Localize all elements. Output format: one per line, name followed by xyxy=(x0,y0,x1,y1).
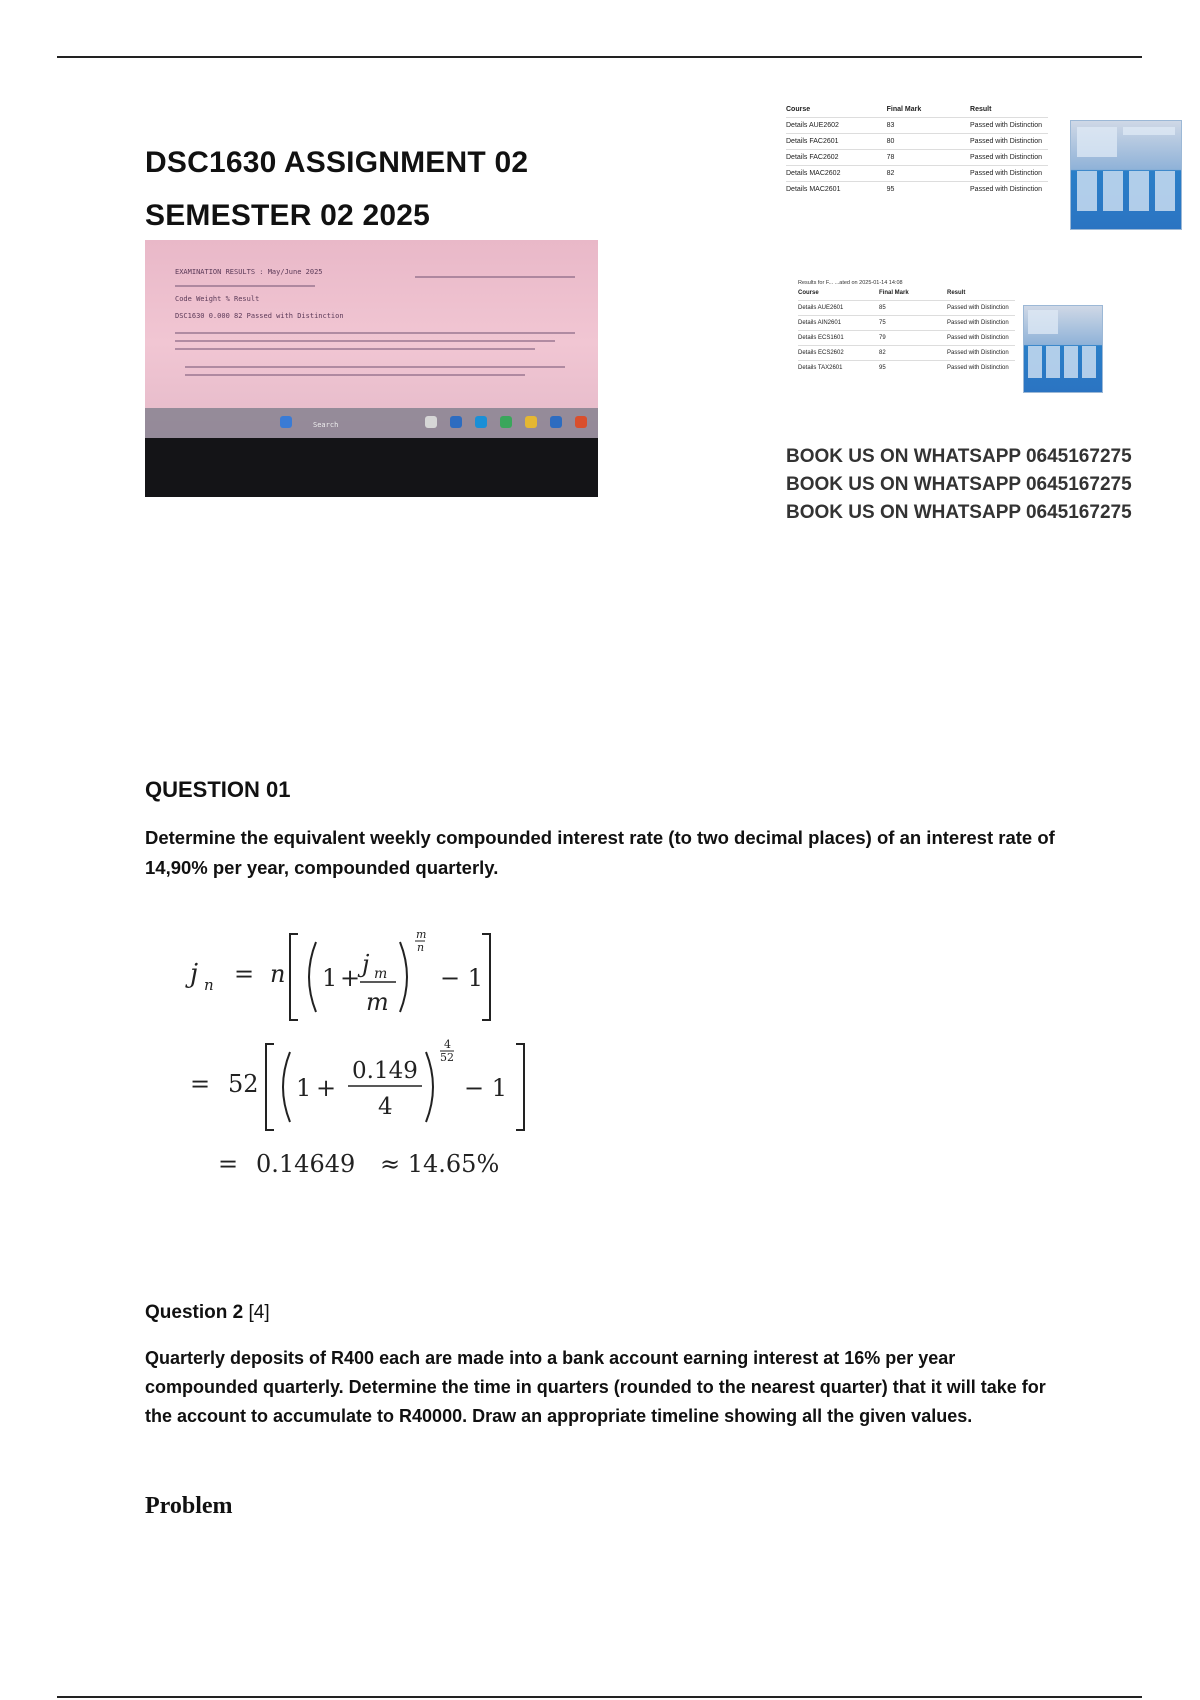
question-1-text: Determine the equivalent weekly compounded interest rate (to two decimal places) of an interest rate of 14,90% per year, compounded quarterly. xyxy=(145,827,1055,878)
formula-m: m xyxy=(366,988,389,1016)
problem-label: Problem xyxy=(145,1493,233,1519)
formula-exponent-numerator: m xyxy=(416,928,427,941)
question-1-heading: QUESTION 01 xyxy=(145,777,291,802)
mark-cell: 85 xyxy=(879,301,947,316)
table-row xyxy=(798,316,1015,331)
windows-icon xyxy=(280,416,292,428)
formula-equals-3: = xyxy=(218,1150,239,1178)
formula-n: n xyxy=(270,960,286,988)
result-cell: Passed with Distinction xyxy=(947,301,1015,316)
mark-cell: 82 xyxy=(879,346,947,361)
formula-jm: j xyxy=(362,950,370,978)
formula-paren-right-2 xyxy=(426,1052,433,1122)
course-cell[interactable]: Details ECS1601 xyxy=(798,331,879,346)
formula-lhs-sub: n xyxy=(204,976,214,994)
results-caption: Results for F... ...ated on 2025-01-14 14:08 xyxy=(798,280,903,286)
result-cell: Passed with Distinction xyxy=(947,331,1015,346)
question-2-text: Quarterly deposits of R400 each are made into a bank account earning interest at 16% per year compounded quarterly. Determine the time in quarters (rounded to the nearest quarter) that it will take for the account to accumulate to R40000. Draw an appropriate timeline showing all the given values. xyxy=(145,1348,1046,1426)
photo-text-line xyxy=(185,366,565,368)
photo-text-line xyxy=(175,340,555,342)
photo-monitor-bezel xyxy=(145,438,598,497)
col-result: Result xyxy=(947,290,966,296)
photo-taskbar-search: Search xyxy=(313,421,339,429)
result-cell: Passed with Distinction xyxy=(970,134,1048,150)
mark-cell: 78 xyxy=(887,150,970,166)
course-cell[interactable]: Details AUE2602 xyxy=(786,118,887,134)
formula-minus-one: − 1 xyxy=(440,964,484,992)
course-cell[interactable]: Details MAC2601 xyxy=(786,182,887,198)
formula-minus-one-2: − 1 xyxy=(464,1074,508,1102)
table-row xyxy=(786,150,1048,166)
table-row xyxy=(786,182,1048,198)
table-row xyxy=(798,361,1015,376)
photo-text-line xyxy=(175,348,535,350)
taskbar-app-icon xyxy=(575,416,587,428)
formula-bracket-right-2 xyxy=(516,1044,524,1130)
question-2-marks: [4] xyxy=(248,1302,270,1323)
formula-exponent-denominator: n xyxy=(417,941,425,954)
formula-result: 0.14649 xyxy=(256,1150,356,1178)
course-cell[interactable]: Details ECS2602 xyxy=(798,346,879,361)
thumbnail-bar xyxy=(1123,127,1175,135)
results-table-2 xyxy=(798,280,1020,375)
result-cell: Passed with Distinction xyxy=(970,118,1048,134)
photo-text-line xyxy=(175,332,575,334)
mark-cell: 75 xyxy=(879,316,947,331)
formula-plus-2: + xyxy=(316,1074,337,1102)
photo-text-line xyxy=(185,374,525,376)
course-cell[interactable]: Details FAC2602 xyxy=(786,150,887,166)
taskbar-app-icon xyxy=(475,416,487,428)
col-result: Result xyxy=(970,106,992,113)
formula-paren-left-2 xyxy=(283,1052,290,1122)
taskbar-app-icon xyxy=(450,416,462,428)
formula-paren-left xyxy=(309,942,316,1012)
whatsapp-booking-line: BOOK US ON WHATSAPP 0645167275 xyxy=(786,474,1132,495)
col-final-mark: Final Mark xyxy=(879,290,909,296)
taskbar-app-icon xyxy=(550,416,562,428)
course-cell[interactable]: Details FAC2601 xyxy=(786,134,887,150)
formula-paren-right xyxy=(400,942,407,1012)
formula-bracket-left-2 xyxy=(266,1044,274,1130)
whatsapp-booking-line: BOOK US ON WHATSAPP 0645167275 xyxy=(786,502,1132,523)
taskbar-app-icon xyxy=(425,416,437,428)
taskbar-app-icon xyxy=(500,416,512,428)
formula-rate: 0.149 xyxy=(352,1058,418,1084)
thumbnail-photo xyxy=(1028,310,1058,334)
results-dashboard-thumbnail xyxy=(1023,305,1103,393)
formula-coefficient: 52 xyxy=(228,1070,259,1098)
thumbnail-tile xyxy=(1064,346,1078,378)
thumbnail-tile xyxy=(1103,171,1123,211)
col-course: Course xyxy=(786,106,811,113)
thumbnail-tile xyxy=(1082,346,1096,378)
thumbnail-photo xyxy=(1077,127,1117,157)
result-cell: Passed with Distinction xyxy=(947,361,1015,376)
mark-cell: 95 xyxy=(887,182,970,198)
assignment-title: DSC1630 ASSIGNMENT 02 xyxy=(145,146,529,179)
result-cell: Passed with Distinction xyxy=(947,346,1015,361)
whatsapp-booking-line: BOOK US ON WHATSAPP 0645167275 xyxy=(786,446,1132,467)
bottom-rule xyxy=(57,1696,1142,1698)
mark-cell: 95 xyxy=(879,361,947,376)
question-2-heading xyxy=(145,1302,270,1324)
formula-equals-2: = xyxy=(190,1070,211,1098)
formula-approx-result: ≈ 14.65% xyxy=(380,1150,500,1178)
thumbnail-tile xyxy=(1028,346,1042,378)
photo-screen-heading: EXAMINATION RESULTS : May/June 2025 xyxy=(175,268,323,276)
table-row xyxy=(786,118,1048,134)
result-cell: Passed with Distinction xyxy=(970,150,1048,166)
formula-bracket-left xyxy=(290,934,298,1020)
table-row xyxy=(786,166,1048,182)
formula-one-2: 1 xyxy=(296,1074,312,1102)
course-cell[interactable]: Details AUE2601 xyxy=(798,301,879,316)
col-course: Course xyxy=(798,290,819,296)
table-row xyxy=(798,331,1015,346)
photo-screen-row: DSC1630 0.000 82 Passed with Distinction xyxy=(175,312,344,320)
photo-screen-columns: Code Weight % Result xyxy=(175,295,260,303)
mark-cell: 82 xyxy=(887,166,970,182)
mark-cell: 79 xyxy=(879,331,947,346)
exam-results-photo xyxy=(145,240,598,497)
formula-equals: = xyxy=(234,960,255,988)
thumbnail-tile xyxy=(1046,346,1060,378)
formula-jm-sub: m xyxy=(374,966,388,982)
formula-exponent2-numerator: 4 xyxy=(444,1038,451,1051)
photo-text-line xyxy=(415,276,575,278)
thumbnail-tile xyxy=(1077,171,1097,211)
thumbnail-tile xyxy=(1129,171,1149,211)
formula-lhs: j xyxy=(190,959,199,989)
formula-bracket-right xyxy=(482,934,490,1020)
formula-one: 1 xyxy=(322,964,338,992)
result-cell: Passed with Distinction xyxy=(970,182,1048,198)
mark-cell: 80 xyxy=(887,134,970,150)
table-row xyxy=(798,301,1015,316)
table-row xyxy=(786,134,1048,150)
question-2-label: Question 2 xyxy=(145,1302,244,1323)
result-cell: Passed with Distinction xyxy=(947,316,1015,331)
formula-exponent2-denominator: 52 xyxy=(440,1051,454,1064)
thumbnail-tile xyxy=(1155,171,1175,211)
photo-divider xyxy=(175,285,315,287)
formula-plus: + xyxy=(340,964,361,992)
results-dashboard-thumbnail xyxy=(1070,120,1182,230)
formula-quarters: 4 xyxy=(378,1094,393,1120)
table-row xyxy=(798,346,1015,361)
result-cell: Passed with Distinction xyxy=(970,166,1048,182)
col-final-mark: Final Mark xyxy=(886,106,922,113)
course-cell[interactable]: Details AIN2601 xyxy=(798,316,879,331)
semester-title: SEMESTER 02 2025 xyxy=(145,199,431,232)
interest-rate-formula xyxy=(180,920,560,1180)
top-rule xyxy=(57,56,1142,58)
results-table-1 xyxy=(786,106,1048,197)
taskbar-app-icon xyxy=(525,416,537,428)
course-cell[interactable]: Details TAX2601 xyxy=(798,361,879,376)
mark-cell: 83 xyxy=(887,118,970,134)
course-cell[interactable]: Details MAC2602 xyxy=(786,166,887,182)
